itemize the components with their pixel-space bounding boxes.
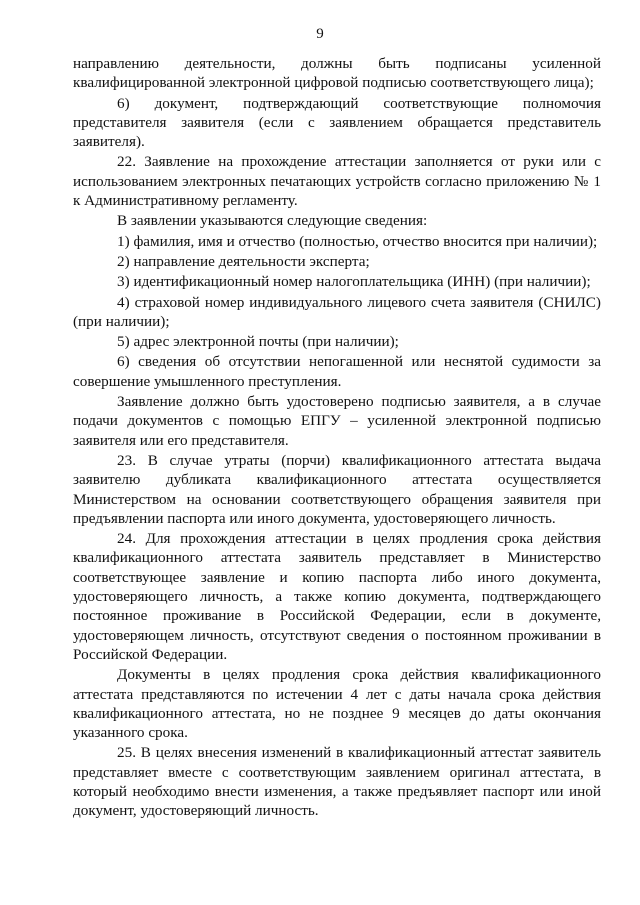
- paragraph-clause-23: 23. В случае утраты (порчи) квалификационного аттестата выдача заявителю дубликата квалификационного аттестата осуществляется Министерством на основании соответствующего обращения заявителя при предъявлении паспорта или иного документа, удостоверяющего личность.: [73, 451, 601, 527]
- paragraph-clause-24-documents: Документы в целях продления срока действия квалификационного аттестата представляются по истечении 4 лет с даты начала срока действия квалификационного аттестата, но не позднее 9 месяцев до даты окончания указанного срока.: [73, 666, 601, 742]
- paragraph-continuation: направлению деятельности, должны быть подписаны усиленной квалифицированной электронной цифровой подписью соответствующего лица);: [73, 55, 601, 92]
- document-body: [73, 54, 601, 821]
- paragraph-info-intro: В заявлении указываются следующие сведения:: [117, 212, 428, 230]
- paragraph-item-6-document: 6) документ, подтверждающий соответствующие полномочия представителя заявителя (если с заявлением обращается представитель заявителя).: [73, 94, 601, 151]
- paragraph-clause-24: 24. Для прохождения аттестации в целях продления срока действия квалификационного аттестата заявитель представляет в Министерство соответствующее заявление и копию паспорта либо иного документа, удостоверяющего личность, а также копию документа, подтверждающего постоянное проживание в Российской Федерации, если в документе, удостоверяющем личность, отсутствуют сведения о постоянном проживании в Российской Федерации.: [73, 530, 601, 663]
- paragraph-signature: Заявление должно быть удостоверено подписью заявителя, а в случае подачи документов с помощью ЕПГУ – усиленной электронной подписью заявителя или его представителя.: [73, 393, 601, 449]
- paragraph-info-3: 3) идентификационный номер налогоплательщика (ИНН) (при наличии);: [117, 273, 591, 291]
- paragraph-clause-25: 25. В целях внесения изменений в квалификационный аттестат заявитель представляет вместе с соответствующим заявлением оригинал аттестата, в который необходимо внести изменения, а также предъявляет паспорт или иной документ, удостоверяющий личность.: [73, 744, 601, 820]
- page-number: 9: [316, 26, 324, 42]
- paragraph-info-4: 4) страховой номер индивидуального лицевого счета заявителя (СНИЛС) (при наличии);: [73, 293, 601, 330]
- paragraph-info-6: 6) сведения об отсутствии непогашенной или неснятой судимости за совершение умышленного преступления.: [73, 353, 601, 390]
- paragraph-info-2: 2) направление деятельности эксперта;: [117, 252, 370, 270]
- paragraph-info-5: 5) адрес электронной почты (при наличии);: [117, 333, 399, 351]
- paragraph-clause-22: 22. Заявление на прохождение аттестации заполняется от руки или с использованием электронных печатающих устройств согласно приложению № 1 к Административному регламенту.: [73, 153, 601, 210]
- paragraph-info-1: 1) фамилия, имя и отчество (полностью, отчество вносится при наличии);: [117, 232, 598, 250]
